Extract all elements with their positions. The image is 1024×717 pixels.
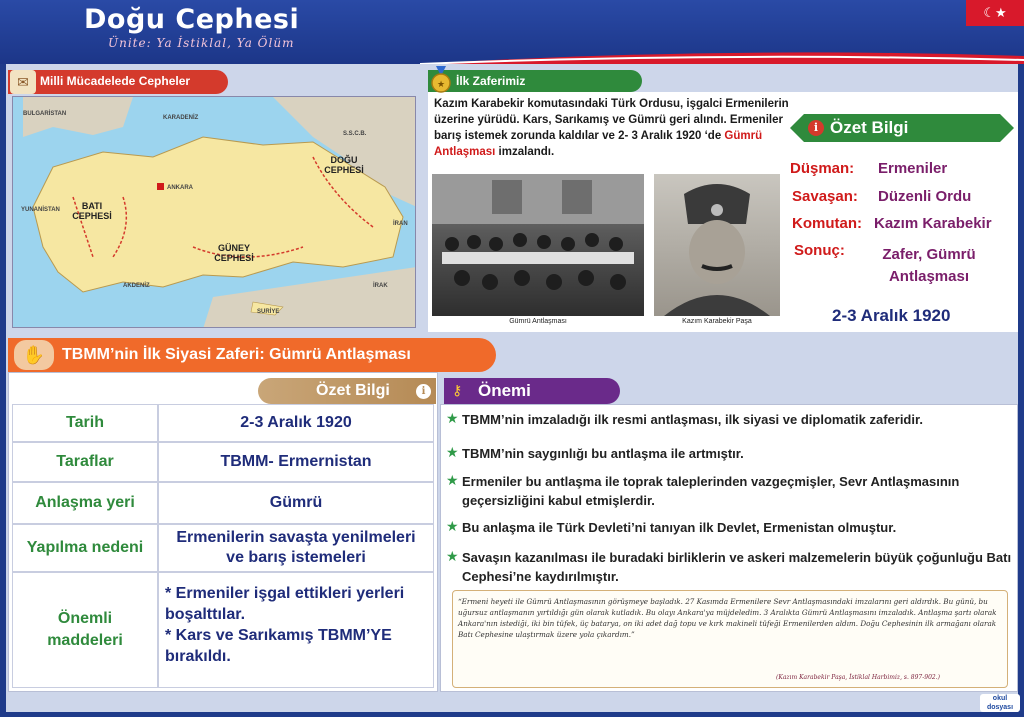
map-label-black-sea: KARADENİZ (163, 115, 199, 121)
table-value-reason: Ermenilerin savaşta yenilmeleri ve barış istemeleri (158, 524, 434, 572)
page-subtitle: Ünite: Ya İstiklal, Ya Ölüm (108, 36, 295, 50)
star-bullet-icon: ★ (446, 472, 459, 488)
importance-item: Bu anlaşma ile Türk Devleti’ni tanıyan ilk Devlet, Ermenistan olmuştur. (462, 520, 897, 535)
summary-value-result: Zafer, Gümrü Antlaşması (882, 246, 976, 285)
table-key-parties: Taraflar (12, 442, 158, 482)
victory-text-before: Kazım Karabekir komutasındaki Türk Ordusu, işgalci Ermenilerin üzerine yürüdü. Kars, Sarıkamış ve Gümrü geri alındı. Ermeniler barış istemek zorunda kaldılar ve 2- 3 Aralık 1920 ‘de (434, 98, 789, 142)
section-banner-title: TBMM’nin İlk Siyasi Zaferi: Gümrü Antlaşması (62, 346, 411, 363)
summary-key-enemy: Düşman: (790, 160, 855, 177)
publisher-logo: okul dosyası (980, 694, 1020, 712)
svg-text:★: ★ (436, 80, 446, 90)
info-icon: i (416, 384, 431, 399)
page-title: Doğu Cephesi (84, 4, 300, 35)
importance-item: Savaşın kazanılması ile buradaki birliklerin ve askeri malzemelerin büyük çoğunluğu Batı Cephesi’ne kaydırılmıştır. (462, 550, 1012, 584)
summary-key-commander: Komutan: (792, 215, 862, 232)
east-front-label: DOĞU CEPHESİ (324, 155, 364, 175)
summary-table-title: Özet Bilgi (316, 382, 390, 399)
map-label-ussr: S.S.C.B. (343, 131, 367, 137)
treaty-photo-caption: Gümrü Antlaşması (509, 318, 567, 325)
table-key-date: Tarih (12, 404, 158, 442)
victory-text-after: imzalandı. (495, 146, 555, 158)
importance-title: Önemi (478, 381, 531, 400)
summary-value-commander: Kazım Karabekir (874, 215, 992, 232)
victory-text-highlight: Gümrü Antlaşması (434, 130, 763, 158)
table-key-reason: Yapılma nedeni (12, 524, 158, 572)
header-swoosh-decoration (420, 50, 1024, 64)
importance-tab (444, 378, 620, 404)
table-value-date: 2-3 Aralık 1920 (158, 404, 434, 442)
west-front-label: BATI CEPHESİ (72, 201, 112, 221)
map-label-bulgaria: BULGARİSTAN (23, 111, 67, 117)
star-bullet-icon: ★ (446, 548, 459, 564)
map-label-ankara: ANKARA (167, 185, 193, 191)
summary-key-fighter: Savaşan: (792, 188, 858, 205)
table-value-place: Gümrü (158, 482, 434, 524)
karabekir-portrait (654, 174, 780, 316)
map-label-iraq: İRAK (373, 283, 388, 289)
importance-item: TBMM’nin imzaladığı ilk resmi antlaşması, ilk siyasi ve diplomatik zaferidir. (462, 412, 923, 427)
info-icon: i (808, 120, 824, 136)
summary-title: Özet Bilgi (830, 118, 909, 137)
map-label-greece: YUNANİSTAN (21, 207, 60, 213)
key-icon: ⚷ (452, 382, 463, 398)
first-victory-label: İlk Zaferimiz (456, 74, 526, 88)
south-front-label: GÜNEY CEPHESİ (214, 243, 254, 263)
map-label-syria: SURİYE (257, 309, 280, 315)
table-value-articles (158, 572, 434, 688)
summary-key-result: Sonuç: (794, 242, 845, 259)
summary-value-fighter: Düzenli Ordu (878, 188, 972, 205)
fronts-map (12, 96, 416, 328)
quote-source: (Kazım Karabekir Paşa, İstiklal Harbimiz, s. 897-902.) (776, 674, 940, 681)
turkish-flag-icon: ☾★ (966, 0, 1024, 26)
quote-text: “Ermeni heyeti ile Gümrü Antlaşmasının görüşmeye başladık. 27 Kasımda Ermenilere Sevr Antlaşmasındaki imzalarını geri aldırdık. Bu günü, bu uğursuz antlaşmanın yırtıldığı gün olarak kutladık. Bu olayı Ankara'ya müjdeledim. 3 Aralıkta Gümrü Antlaşmasını imzaladık. Antlaşma şartı olarak Ankara'nın istediği, iki bin tüfek, üç batarya, on iki adet dağ topu ve kırk makineli tüfeği Ermenilerden aldım. Doğu Cephesinin ilk armağanı olarak Batı Cephesine ulaştırmak üzere yola çıkardım.” (458, 597, 997, 639)
first-victory-text (434, 96, 794, 160)
summary-date: 2-3 Aralık 1920 (832, 306, 951, 325)
importance-item: Ermeniler bu antlaşma ile toprak taleplerinden vazgeçmişler, Sevr Antlaşmasının geçersizliğini kabul etmişlerdir. (462, 474, 960, 508)
treaty-photo (432, 174, 644, 316)
article-2: * Kars ve Sarıkamış TBMM’YE bırakıldı. (165, 627, 392, 665)
table-value-parties: TBMM- Ermernistan (158, 442, 434, 482)
portrait-caption: Kazım Karabekir Paşa (682, 318, 752, 325)
scroll-icon: ✉ (10, 70, 36, 94)
medal-icon (430, 66, 452, 94)
fronts-label: Milli Mücadelede Cepheler (40, 74, 191, 88)
importance-item: TBMM’nin saygınlığı bu antlaşma ile artmıştır. (462, 446, 744, 461)
map-label-mediterranean: AKDENİZ (123, 283, 150, 289)
star-bullet-icon: ★ (446, 410, 459, 426)
article-1: * Ermeniler işgal ettikleri yerleri boşalttılar. (165, 585, 405, 623)
star-bullet-icon: ★ (446, 518, 459, 534)
map-label-iran: İRAN (393, 221, 408, 227)
summary-value-enemy: Ermeniler (878, 160, 948, 177)
star-bullet-icon: ★ (446, 444, 459, 460)
table-key-place: Anlaşma yeri (12, 482, 158, 524)
table-key-articles: Önemli maddeleri (12, 572, 158, 688)
handshake-icon: ✋ (14, 340, 54, 370)
